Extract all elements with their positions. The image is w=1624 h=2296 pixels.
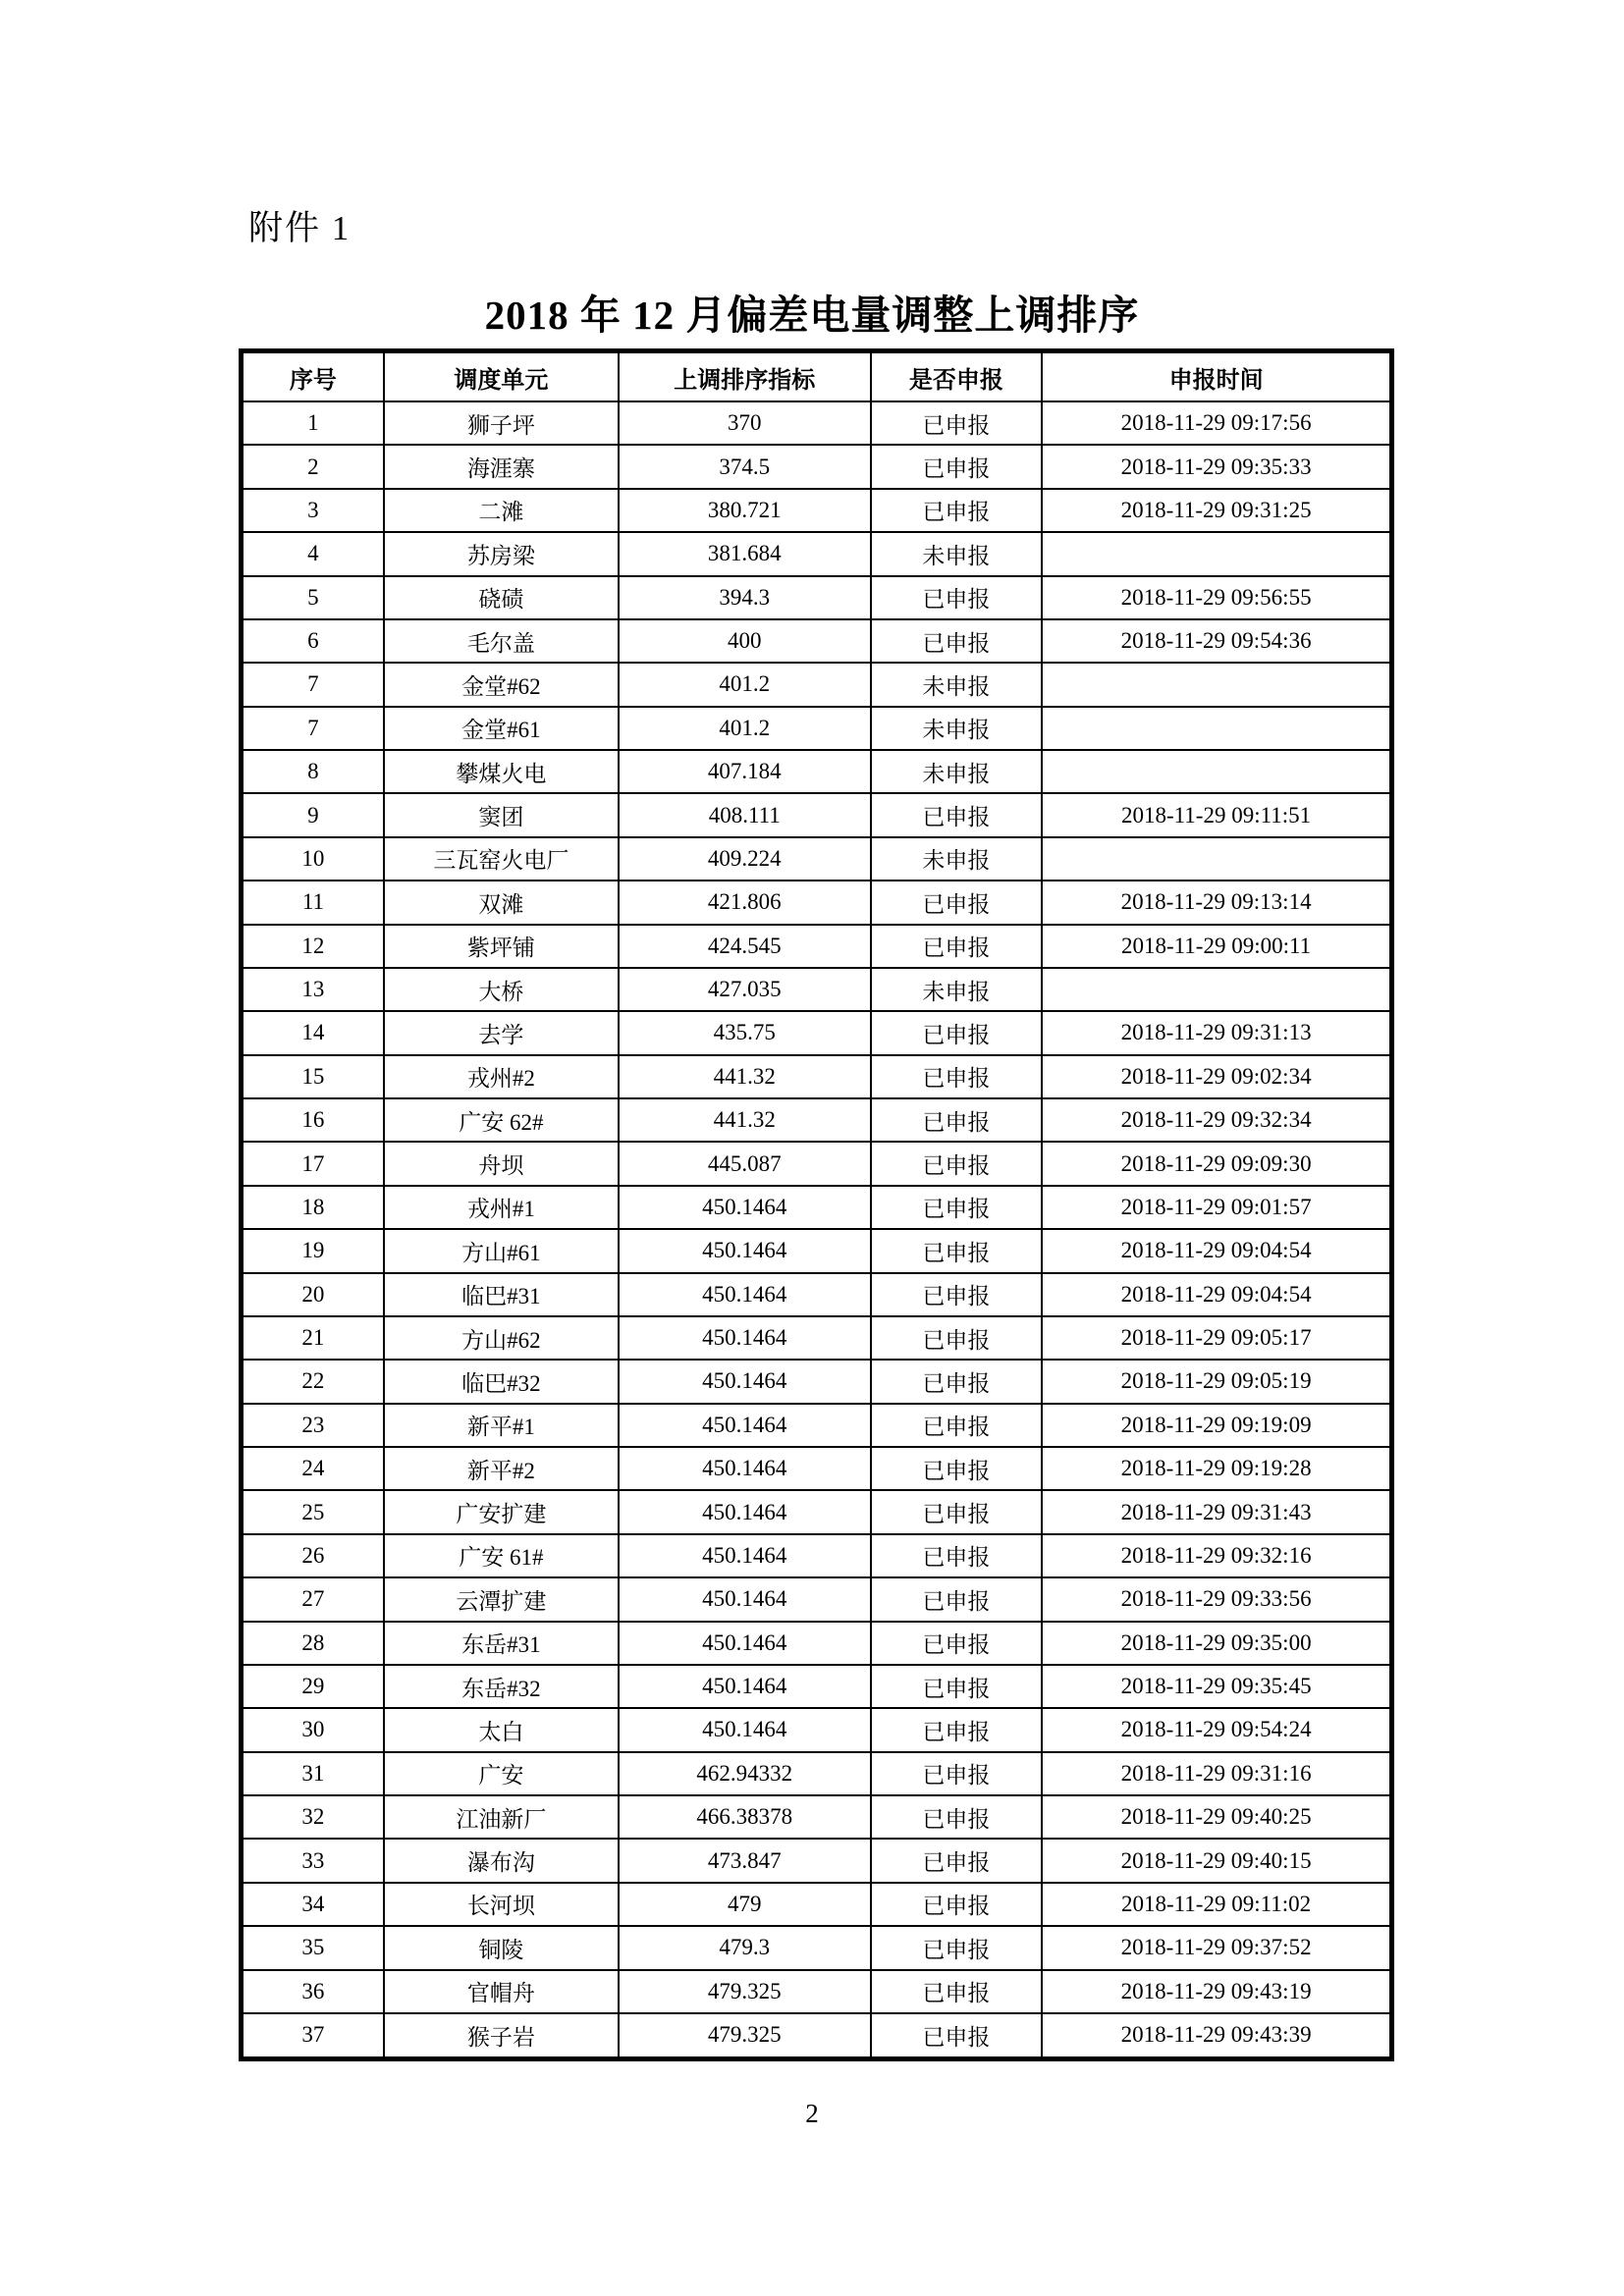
declared-cell: 已申报 — [871, 619, 1043, 663]
unit-cell: 金堂#62 — [384, 663, 619, 706]
indicator-cell: 421.806 — [619, 881, 871, 924]
indicator-cell: 370 — [619, 401, 871, 445]
table-row — [242, 837, 1392, 881]
unit-cell: 苏房梁 — [384, 532, 619, 575]
indicator-cell: 427.035 — [619, 968, 871, 1011]
rank-cell: 27 — [242, 1577, 384, 1621]
rank-cell: 22 — [242, 1360, 384, 1403]
time-cell — [1042, 837, 1391, 881]
rank-cell: 34 — [242, 1883, 384, 1926]
unit-cell: 临巴#31 — [384, 1273, 619, 1316]
indicator-cell: 450.1464 — [619, 1622, 871, 1665]
declared-cell: 已申报 — [871, 1577, 1043, 1621]
table-header — [242, 351, 1392, 402]
rank-cell: 36 — [242, 1970, 384, 2013]
unit-cell: 紫坪铺 — [384, 925, 619, 968]
rank-cell: 13 — [242, 968, 384, 1011]
table-row — [242, 576, 1392, 619]
declared-cell: 已申报 — [871, 1055, 1043, 1098]
unit-cell: 窦团 — [384, 793, 619, 836]
declared-cell: 已申报 — [871, 1186, 1043, 1229]
indicator-cell: 450.1464 — [619, 1316, 871, 1360]
table-row — [242, 1839, 1392, 1882]
rank-cell: 16 — [242, 1098, 384, 1142]
declared-cell: 已申报 — [871, 1098, 1043, 1142]
declared-cell: 未申报 — [871, 968, 1043, 1011]
header-time: 申报时间 — [1042, 351, 1391, 402]
declared-cell: 已申报 — [871, 1316, 1043, 1360]
declared-cell: 未申报 — [871, 837, 1043, 881]
indicator-cell: 445.087 — [619, 1142, 871, 1185]
indicator-cell: 441.32 — [619, 1098, 871, 1142]
indicator-cell: 401.2 — [619, 707, 871, 750]
table-row — [242, 1011, 1392, 1054]
table-row — [242, 489, 1392, 532]
header-indicator: 上调排序指标 — [619, 351, 871, 402]
declared-cell: 已申报 — [871, 925, 1043, 968]
time-cell — [1042, 663, 1391, 706]
indicator-cell: 479.325 — [619, 1970, 871, 2013]
table-row — [242, 1447, 1392, 1490]
rank-cell: 14 — [242, 1011, 384, 1054]
time-cell: 2018-11-29 09:01:57 — [1042, 1186, 1391, 1229]
rank-cell: 20 — [242, 1273, 384, 1316]
time-cell: 2018-11-29 09:19:28 — [1042, 1447, 1391, 1490]
time-cell: 2018-11-29 09:54:36 — [1042, 619, 1391, 663]
time-cell: 2018-11-29 09:40:15 — [1042, 1839, 1391, 1882]
time-cell: 2018-11-29 09:19:09 — [1042, 1404, 1391, 1447]
declared-cell: 未申报 — [871, 532, 1043, 575]
time-cell: 2018-11-29 09:05:17 — [1042, 1316, 1391, 1360]
table-row — [242, 750, 1392, 793]
table-row — [242, 1098, 1392, 1142]
rank-cell: 7 — [242, 707, 384, 750]
rank-cell: 17 — [242, 1142, 384, 1185]
indicator-cell: 450.1464 — [619, 1360, 871, 1403]
unit-cell: 江油新厂 — [384, 1795, 619, 1839]
table-row — [242, 1229, 1392, 1272]
rank-cell: 28 — [242, 1622, 384, 1665]
declared-cell: 未申报 — [871, 750, 1043, 793]
declared-cell: 已申报 — [871, 1622, 1043, 1665]
time-cell: 2018-11-29 09:43:39 — [1042, 2013, 1391, 2059]
table-row — [242, 1970, 1392, 2013]
table-row — [242, 1186, 1392, 1229]
unit-cell: 金堂#61 — [384, 707, 619, 750]
declared-cell: 已申报 — [871, 1360, 1043, 1403]
unit-cell: 东岳#32 — [384, 1665, 619, 1708]
time-cell: 2018-11-29 09:31:16 — [1042, 1752, 1391, 1795]
page-number: 2 — [805, 2099, 819, 2128]
time-cell: 2018-11-29 09:09:30 — [1042, 1142, 1391, 1185]
time-cell — [1042, 968, 1391, 1011]
time-cell: 2018-11-29 09:13:14 — [1042, 881, 1391, 924]
time-cell: 2018-11-29 09:04:54 — [1042, 1229, 1391, 1272]
declared-cell: 已申报 — [871, 1665, 1043, 1708]
declared-cell: 未申报 — [871, 707, 1043, 750]
indicator-cell: 466.38378 — [619, 1795, 871, 1839]
declared-cell: 已申报 — [871, 401, 1043, 445]
rank-cell: 15 — [242, 1055, 384, 1098]
rank-cell: 21 — [242, 1316, 384, 1360]
declared-cell: 已申报 — [871, 445, 1043, 488]
table-row — [242, 968, 1392, 1011]
unit-cell: 硗碛 — [384, 576, 619, 619]
rank-cell: 1 — [242, 401, 384, 445]
indicator-cell: 400 — [619, 619, 871, 663]
indicator-cell: 450.1464 — [619, 1534, 871, 1577]
unit-cell: 官帽舟 — [384, 1970, 619, 2013]
indicator-cell: 450.1464 — [619, 1447, 871, 1490]
rank-cell: 7 — [242, 663, 384, 706]
table-row — [242, 1404, 1392, 1447]
table-row — [242, 619, 1392, 663]
indicator-cell: 479 — [619, 1883, 871, 1926]
declared-cell: 已申报 — [871, 1752, 1043, 1795]
time-cell: 2018-11-29 09:33:56 — [1042, 1577, 1391, 1621]
table-row — [242, 1534, 1392, 1577]
rank-cell: 37 — [242, 2013, 384, 2059]
declared-cell: 已申报 — [871, 1404, 1043, 1447]
rank-cell: 33 — [242, 1839, 384, 1882]
time-cell: 2018-11-29 09:35:33 — [1042, 445, 1391, 488]
table-row — [242, 1360, 1392, 1403]
table-row — [242, 1708, 1392, 1751]
rank-cell: 6 — [242, 619, 384, 663]
time-cell: 2018-11-29 09:31:25 — [1042, 489, 1391, 532]
declared-cell: 已申报 — [871, 1926, 1043, 1969]
table-body — [242, 401, 1392, 2059]
table-row — [242, 707, 1392, 750]
table-row — [242, 1883, 1392, 1926]
indicator-cell: 381.684 — [619, 532, 871, 575]
unit-cell: 广安 61# — [384, 1534, 619, 1577]
indicator-cell: 407.184 — [619, 750, 871, 793]
declared-cell: 已申报 — [871, 793, 1043, 836]
table-row — [242, 1622, 1392, 1665]
declared-cell: 已申报 — [871, 576, 1043, 619]
indicator-cell: 374.5 — [619, 445, 871, 488]
time-cell: 2018-11-29 09:17:56 — [1042, 401, 1391, 445]
time-cell: 2018-11-29 09:02:34 — [1042, 1055, 1391, 1098]
rank-cell: 18 — [242, 1186, 384, 1229]
declared-cell: 已申报 — [871, 1142, 1043, 1185]
table-row — [242, 663, 1392, 706]
unit-cell: 猴子岩 — [384, 2013, 619, 2059]
rank-cell: 19 — [242, 1229, 384, 1272]
unit-cell: 云潭扩建 — [384, 1577, 619, 1621]
indicator-cell: 435.75 — [619, 1011, 871, 1054]
indicator-cell: 450.1464 — [619, 1186, 871, 1229]
table-row — [242, 532, 1392, 575]
rank-cell: 23 — [242, 1404, 384, 1447]
table-row — [242, 2013, 1392, 2059]
indicator-cell: 401.2 — [619, 663, 871, 706]
indicator-cell: 441.32 — [619, 1055, 871, 1098]
unit-cell: 方山#62 — [384, 1316, 619, 1360]
rank-cell: 4 — [242, 532, 384, 575]
unit-cell: 东岳#31 — [384, 1622, 619, 1665]
header-rank: 序号 — [242, 351, 384, 402]
attachment-label: 附件 1 — [248, 209, 352, 247]
table-row — [242, 1273, 1392, 1316]
time-cell: 2018-11-29 09:31:13 — [1042, 1011, 1391, 1054]
rank-cell: 30 — [242, 1708, 384, 1751]
indicator-cell: 450.1464 — [619, 1273, 871, 1316]
table-row — [242, 1577, 1392, 1621]
time-cell: 2018-11-29 09:04:54 — [1042, 1273, 1391, 1316]
time-cell: 2018-11-29 09:11:51 — [1042, 793, 1391, 836]
table-row — [242, 1055, 1392, 1098]
unit-cell: 舟坝 — [384, 1142, 619, 1185]
time-cell: 2018-11-29 09:54:24 — [1042, 1708, 1391, 1751]
table-row — [242, 1490, 1392, 1533]
unit-cell: 攀煤火电 — [384, 750, 619, 793]
rank-cell: 12 — [242, 925, 384, 968]
unit-cell: 广安 — [384, 1752, 619, 1795]
rank-cell: 32 — [242, 1795, 384, 1839]
unit-cell: 三瓦窑火电厂 — [384, 837, 619, 881]
table-row — [242, 1316, 1392, 1360]
unit-cell: 去学 — [384, 1011, 619, 1054]
unit-cell: 瀑布沟 — [384, 1839, 619, 1882]
time-cell: 2018-11-29 09:43:19 — [1042, 1970, 1391, 2013]
unit-cell: 毛尔盖 — [384, 619, 619, 663]
unit-cell: 新平#1 — [384, 1404, 619, 1447]
table-row — [242, 1926, 1392, 1969]
time-cell: 2018-11-29 09:32:16 — [1042, 1534, 1391, 1577]
time-cell — [1042, 532, 1391, 575]
rank-cell: 35 — [242, 1926, 384, 1969]
time-cell — [1042, 707, 1391, 750]
table-row — [242, 1752, 1392, 1795]
unit-cell: 狮子坪 — [384, 401, 619, 445]
indicator-cell: 394.3 — [619, 576, 871, 619]
unit-cell: 长河坝 — [384, 1883, 619, 1926]
declared-cell: 已申报 — [871, 1708, 1043, 1751]
indicator-cell: 473.847 — [619, 1839, 871, 1882]
rank-cell: 25 — [242, 1490, 384, 1533]
indicator-cell: 380.721 — [619, 489, 871, 532]
indicator-cell: 450.1464 — [619, 1404, 871, 1447]
table-row — [242, 1142, 1392, 1185]
unit-cell: 大桥 — [384, 968, 619, 1011]
rank-cell: 11 — [242, 881, 384, 924]
time-cell: 2018-11-29 09:35:00 — [1042, 1622, 1391, 1665]
rank-cell: 31 — [242, 1752, 384, 1795]
declared-cell: 已申报 — [871, 1795, 1043, 1839]
table-row — [242, 881, 1392, 924]
unit-cell: 二滩 — [384, 489, 619, 532]
indicator-cell: 462.94332 — [619, 1752, 871, 1795]
unit-cell: 戎州#2 — [384, 1055, 619, 1098]
declared-cell: 未申报 — [871, 663, 1043, 706]
unit-cell: 广安 62# — [384, 1098, 619, 1142]
unit-cell: 新平#2 — [384, 1447, 619, 1490]
declared-cell: 已申报 — [871, 489, 1043, 532]
declared-cell: 已申报 — [871, 1534, 1043, 1577]
time-cell: 2018-11-29 09:31:43 — [1042, 1490, 1391, 1533]
indicator-cell: 450.1464 — [619, 1708, 871, 1751]
declared-cell: 已申报 — [871, 1229, 1043, 1272]
rank-cell: 10 — [242, 837, 384, 881]
table-row — [242, 793, 1392, 836]
unit-cell: 双滩 — [384, 881, 619, 924]
unit-cell: 铜陵 — [384, 1926, 619, 1969]
unit-cell: 方山#61 — [384, 1229, 619, 1272]
time-cell: 2018-11-29 09:11:02 — [1042, 1883, 1391, 1926]
rank-cell: 26 — [242, 1534, 384, 1577]
time-cell: 2018-11-29 09:35:45 — [1042, 1665, 1391, 1708]
indicator-cell: 409.224 — [619, 837, 871, 881]
time-cell: 2018-11-29 09:40:25 — [1042, 1795, 1391, 1839]
indicator-cell: 450.1464 — [619, 1229, 871, 1272]
header-row — [242, 351, 1392, 402]
indicator-cell: 479.325 — [619, 2013, 871, 2059]
table-row — [242, 1795, 1392, 1839]
header-declared: 是否申报 — [871, 351, 1043, 402]
indicator-cell: 424.545 — [619, 925, 871, 968]
declared-cell: 已申报 — [871, 1011, 1043, 1054]
declared-cell: 已申报 — [871, 2013, 1043, 2059]
time-cell: 2018-11-29 09:56:55 — [1042, 576, 1391, 619]
time-cell: 2018-11-29 09:37:52 — [1042, 1926, 1391, 1969]
unit-cell: 广安扩建 — [384, 1490, 619, 1533]
unit-cell: 戎州#1 — [384, 1186, 619, 1229]
declared-cell: 已申报 — [871, 1883, 1043, 1926]
indicator-cell: 408.111 — [619, 793, 871, 836]
time-cell: 2018-11-29 09:05:19 — [1042, 1360, 1391, 1403]
declared-cell: 已申报 — [871, 1447, 1043, 1490]
unit-cell: 临巴#32 — [384, 1360, 619, 1403]
table-row — [242, 445, 1392, 488]
rank-cell: 5 — [242, 576, 384, 619]
unit-cell: 海涯寨 — [384, 445, 619, 488]
indicator-cell: 479.3 — [619, 1926, 871, 1969]
rank-cell: 24 — [242, 1447, 384, 1490]
table-row — [242, 401, 1392, 445]
indicator-cell: 450.1464 — [619, 1665, 871, 1708]
table-row — [242, 925, 1392, 968]
ranking-table — [239, 348, 1394, 2061]
rank-cell: 3 — [242, 489, 384, 532]
declared-cell: 已申报 — [871, 1490, 1043, 1533]
indicator-cell: 450.1464 — [619, 1577, 871, 1621]
rank-cell: 29 — [242, 1665, 384, 1708]
page-title: 2018 年 12 月偏差电量调整上调排序 — [484, 293, 1140, 338]
unit-cell: 太白 — [384, 1708, 619, 1751]
time-cell: 2018-11-29 09:32:34 — [1042, 1098, 1391, 1142]
indicator-cell: 450.1464 — [619, 1490, 871, 1533]
rank-cell: 8 — [242, 750, 384, 793]
declared-cell: 已申报 — [871, 1273, 1043, 1316]
header-unit: 调度单元 — [384, 351, 619, 402]
table-row — [242, 1665, 1392, 1708]
declared-cell: 已申报 — [871, 1970, 1043, 2013]
rank-cell: 2 — [242, 445, 384, 488]
time-cell — [1042, 750, 1391, 793]
rank-cell: 9 — [242, 793, 384, 836]
time-cell: 2018-11-29 09:00:11 — [1042, 925, 1391, 968]
declared-cell: 已申报 — [871, 881, 1043, 924]
declared-cell: 已申报 — [871, 1839, 1043, 1882]
